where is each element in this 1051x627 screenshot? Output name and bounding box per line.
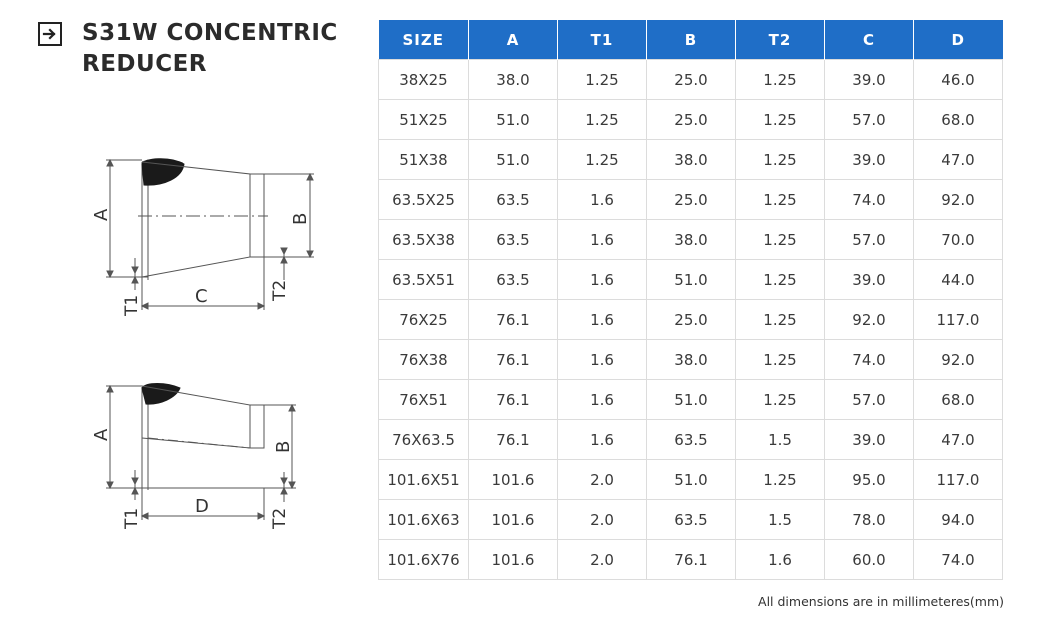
size-cell: 63.5X51 (379, 260, 469, 300)
table-cell: 117.0 (914, 300, 1003, 340)
table-cell: 1.6 (558, 300, 647, 340)
table-cell: 38.0 (469, 60, 558, 100)
table-cell: 74.0 (825, 180, 914, 220)
table-cell: 51.0 (647, 380, 736, 420)
table-cell: 101.6 (469, 460, 558, 500)
table-cell: 39.0 (825, 140, 914, 180)
table-row (379, 300, 1003, 340)
table-cell: 78.0 (825, 500, 914, 540)
dim-label-t2-concentric: T2 (270, 279, 290, 301)
table-row (379, 180, 1003, 220)
table-cell: 1.25 (736, 100, 825, 140)
size-cell: 51X25 (379, 100, 469, 140)
dim-label-c-concentric: C (195, 286, 208, 307)
table-cell: 57.0 (825, 220, 914, 260)
table-cell: 2.0 (558, 460, 647, 500)
table-row (379, 540, 1003, 580)
table-cell: 101.6 (469, 500, 558, 540)
table-cell: 1.25 (736, 140, 825, 180)
table-cell: 74.0 (825, 340, 914, 380)
table-cell: 57.0 (825, 100, 914, 140)
column-header: T1 (558, 20, 647, 60)
size-cell: 76X63.5 (379, 420, 469, 460)
table-cell: 51.0 (469, 100, 558, 140)
table-cell: 60.0 (825, 540, 914, 580)
size-cell: 76X38 (379, 340, 469, 380)
dim-label-d-eccentric: D (195, 496, 209, 517)
table-cell: 1.6 (558, 180, 647, 220)
table-cell: 38.0 (647, 340, 736, 380)
table-cell: 94.0 (914, 500, 1003, 540)
table-cell: 1.5 (736, 420, 825, 460)
dim-label-a-eccentric: A (91, 428, 112, 441)
column-header: B (647, 20, 736, 60)
table-cell: 63.5 (469, 260, 558, 300)
units-note: All dimensions are in millimeteres(mm) (758, 594, 1004, 609)
table-cell: 101.6 (469, 540, 558, 580)
dim-label-t1-concentric: T1 (122, 294, 142, 316)
table-cell: 74.0 (914, 540, 1003, 580)
table-cell: 1.25 (736, 460, 825, 500)
table-cell: 2.0 (558, 500, 647, 540)
table-cell: 68.0 (914, 380, 1003, 420)
table-cell: 51.0 (469, 140, 558, 180)
column-header: T2 (736, 20, 825, 60)
table-row (379, 260, 1003, 300)
table-cell: 1.6 (558, 340, 647, 380)
dim-label-b-concentric: B (290, 212, 311, 225)
table-cell: 46.0 (914, 60, 1003, 100)
table-cell: 25.0 (647, 300, 736, 340)
title-line-2: REDUCER (82, 51, 207, 77)
table-cell: 51.0 (647, 460, 736, 500)
table-cell: 1.6 (736, 540, 825, 580)
column-header: A (469, 20, 558, 60)
table-cell: 117.0 (914, 460, 1003, 500)
size-cell: 101.6X51 (379, 460, 469, 500)
table-cell: 39.0 (825, 260, 914, 300)
table-row (379, 340, 1003, 380)
table-cell: 1.6 (558, 260, 647, 300)
table-cell: 1.6 (558, 220, 647, 260)
table-cell: 63.5 (647, 500, 736, 540)
table-cell: 1.25 (736, 260, 825, 300)
table-cell: 1.6 (558, 420, 647, 460)
table-cell: 76.1 (469, 380, 558, 420)
table-cell: 25.0 (647, 180, 736, 220)
table-cell: 76.1 (469, 300, 558, 340)
column-header: D (914, 20, 1003, 60)
page-title (82, 18, 338, 80)
table-header-row (379, 20, 1003, 60)
table-row (379, 460, 1003, 500)
table-cell: 47.0 (914, 140, 1003, 180)
table-row (379, 380, 1003, 420)
table-row (379, 420, 1003, 460)
size-cell: 101.6X63 (379, 500, 469, 540)
table-row (379, 500, 1003, 540)
table-cell: 63.5 (469, 220, 558, 260)
table-cell: 44.0 (914, 260, 1003, 300)
dim-label-b-eccentric: B (273, 440, 294, 453)
table-cell: 1.25 (736, 220, 825, 260)
table-cell: 39.0 (825, 420, 914, 460)
table-cell: 63.5 (469, 180, 558, 220)
table-cell: 1.5 (736, 500, 825, 540)
table-row (379, 60, 1003, 100)
table-cell: 47.0 (914, 420, 1003, 460)
table-cell: 2.0 (558, 540, 647, 580)
table-cell: 39.0 (825, 60, 914, 100)
table-cell: 95.0 (825, 460, 914, 500)
size-cell: 51X38 (379, 140, 469, 180)
table-cell: 1.25 (558, 100, 647, 140)
column-header: SIZE (379, 20, 469, 60)
table-cell: 1.25 (736, 340, 825, 380)
table-cell: 51.0 (647, 260, 736, 300)
size-cell: 76X51 (379, 380, 469, 420)
table-cell: 25.0 (647, 60, 736, 100)
title-line-1: S31W CONCENTRIC (82, 20, 338, 46)
dim-label-t2-eccentric: T2 (270, 507, 290, 529)
table-row (379, 140, 1003, 180)
table-cell: 1.25 (736, 180, 825, 220)
table-cell: 1.6 (558, 380, 647, 420)
size-cell: 101.6X76 (379, 540, 469, 580)
table-cell: 1.25 (736, 300, 825, 340)
table-cell: 68.0 (914, 100, 1003, 140)
table-cell: 70.0 (914, 220, 1003, 260)
table-cell: 1.25 (736, 60, 825, 100)
dim-label-t1-eccentric: T1 (122, 507, 142, 529)
table-cell: 38.0 (647, 140, 736, 180)
table-cell: 57.0 (825, 380, 914, 420)
column-header: C (825, 20, 914, 60)
table-cell: 25.0 (647, 100, 736, 140)
size-cell: 38X25 (379, 60, 469, 100)
table-row (379, 100, 1003, 140)
arrow-right-box-icon (38, 22, 62, 46)
size-cell: 63.5X25 (379, 180, 469, 220)
table-cell: 76.1 (469, 420, 558, 460)
table-cell: 1.25 (558, 60, 647, 100)
table-row (379, 220, 1003, 260)
size-cell: 63.5X38 (379, 220, 469, 260)
spec-table (378, 20, 1003, 580)
table-cell: 76.1 (469, 340, 558, 380)
size-cell: 76X25 (379, 300, 469, 340)
table-cell: 1.25 (736, 380, 825, 420)
reducer-drawings (91, 150, 330, 540)
table-cell: 76.1 (647, 540, 736, 580)
table-cell: 92.0 (914, 180, 1003, 220)
dim-label-a-concentric: A (91, 208, 112, 221)
table-cell: 92.0 (825, 300, 914, 340)
table-cell: 38.0 (647, 220, 736, 260)
table-cell: 1.25 (558, 140, 647, 180)
table-cell: 92.0 (914, 340, 1003, 380)
table-cell: 63.5 (647, 420, 736, 460)
